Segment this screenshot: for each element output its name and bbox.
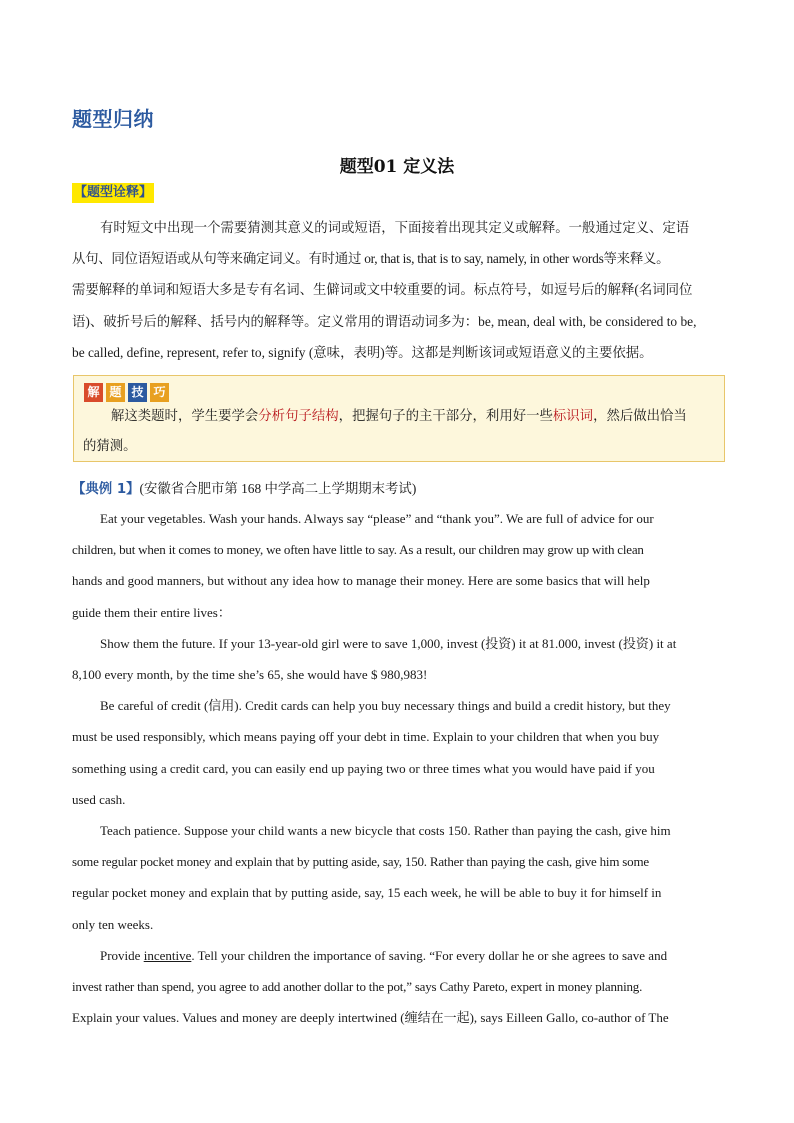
tip-text-pre: 解这类题时，学生要学会: [111, 409, 259, 424]
tip-tag-3: 技: [128, 383, 147, 402]
passage-p2-line-2: 8,100 every month, by the time she’s 65, she would have $ 980,983!: [72, 667, 428, 683]
section-heading: 题型归纳: [72, 107, 154, 131]
passage-p1-line-2: children, but when it comes to money, we often have little to say. As a result, our children may grow up with clean: [72, 542, 644, 558]
type-explanation-label: 【题型诠释】: [72, 183, 154, 203]
example-heading: [72, 478, 416, 497]
passage-p4-line-1: Teach patience. Suppose your child wants a new bicycle that costs 150. Rather than paying the cash, give him: [100, 823, 671, 839]
passage-p3-line-2: must be used responsibly, which means paying off your debt in time. Explain to your children that when you buy: [72, 729, 660, 745]
passage-p1-line-3: hands and good manners, but without any idea how to manage their money. Here are some basics that will help: [72, 573, 650, 589]
passage-p3-line-3: something using a credit card, you can easily end up paying two or three times what you would have paid if you: [72, 760, 655, 776]
tip-text-mid: ，把握句子的主干部分，利用好一些: [338, 409, 553, 424]
tip-tag-4: 巧: [150, 383, 169, 402]
reading-passage: [72, 503, 728, 1033]
example-source: (安徽省合肥市第 168 中学高二上学期期末考试): [139, 481, 417, 496]
passage-p3-line-1: Be careful of credit (信用). Credit cards can help you buy necessary things and build a credit history, but they: [100, 698, 671, 714]
tip-text: [83, 402, 715, 462]
example-tag: 【典例 1】: [72, 482, 140, 497]
passage-p4-line-3: regular pocket money and explain that by putting aside, say, 15 each week, he will be able to buy it for himself in: [72, 885, 662, 901]
passage-p2-line-1: Show them the future. If your 13-year-old girl were to save 1,000, invest (投资) it at 81.000, invest (投资) it at: [100, 635, 677, 651]
intro-line-2: 从句、同位语短语或从句等来确定词义。有时通过 or, that is, that is to say, namely, in other words等来释义。: [72, 251, 670, 267]
passage-p4-line-2: some regular pocket money and explain that by putting aside, say, 150. Rather than paying the cash, give him some: [72, 854, 649, 870]
solving-tips-box: [73, 375, 725, 462]
passage-p5-line-2: invest rather than spend, you agree to add another dollar to the pot,” says Cathy Pareto, expert in money planning.: [72, 979, 643, 995]
passage-p5-pre: Provide: [100, 947, 144, 963]
passage-p3-line-4: used cash.: [72, 791, 126, 807]
underlined-word-incentive: incentive: [143, 947, 192, 963]
tip-line-2: 的猜测。: [83, 439, 137, 454]
tip-tag-2: 题: [106, 383, 125, 402]
intro-line-1: 有时短文中出现一个需要猜测其意义的词或短语，下面接着出现其定义或解释。一般通过定义、定语: [100, 220, 690, 235]
passage-p4-line-4: only ten weeks.: [72, 916, 154, 932]
tip-highlight-markers: 标识词: [552, 409, 594, 424]
intro-paragraph: [72, 212, 728, 368]
tip-text-post: ，然后做出恰当: [593, 409, 687, 424]
question-type-title: 题型01 定义法: [339, 157, 455, 177]
tip-tag-1: 解: [84, 383, 103, 402]
passage-p1-line-4: guide them their entire lives：: [72, 604, 231, 620]
tip-line-1: [83, 402, 715, 432]
passage-p5-line-1: [72, 940, 728, 971]
passage-p5-line-3: Explain your values. Values and money are deeply intertwined (缠结在一起), says Eilleen Gallo, co-author of The: [72, 1010, 669, 1026]
tip-tags: [84, 383, 169, 402]
intro-line-5: be called, define, represent, refer to, signify (意味，表明)等。这都是判断该词或短语意义的主要依据。: [72, 344, 653, 360]
intro-line-3: 需要解释的单词和短语大多是专有名词、生僻词或文中较重要的词。标点符号，如逗号后的解释(名词同位: [72, 282, 693, 298]
passage-p5-post: . Tell your children the importance of saving. “For every dollar he or she agrees to save and: [191, 947, 668, 963]
tip-highlight-structure: 分析句子结构: [258, 409, 339, 424]
passage-p1-line-1: Eat your vegetables. Wash your hands. Always say “please” and “thank you”. We are full of advice for our: [100, 511, 654, 526]
intro-line-4: 语)、破折号后的解释、括号内的解释等。定义常用的谓语动词多为：be, mean, deal with, be considered to be,: [72, 313, 697, 329]
